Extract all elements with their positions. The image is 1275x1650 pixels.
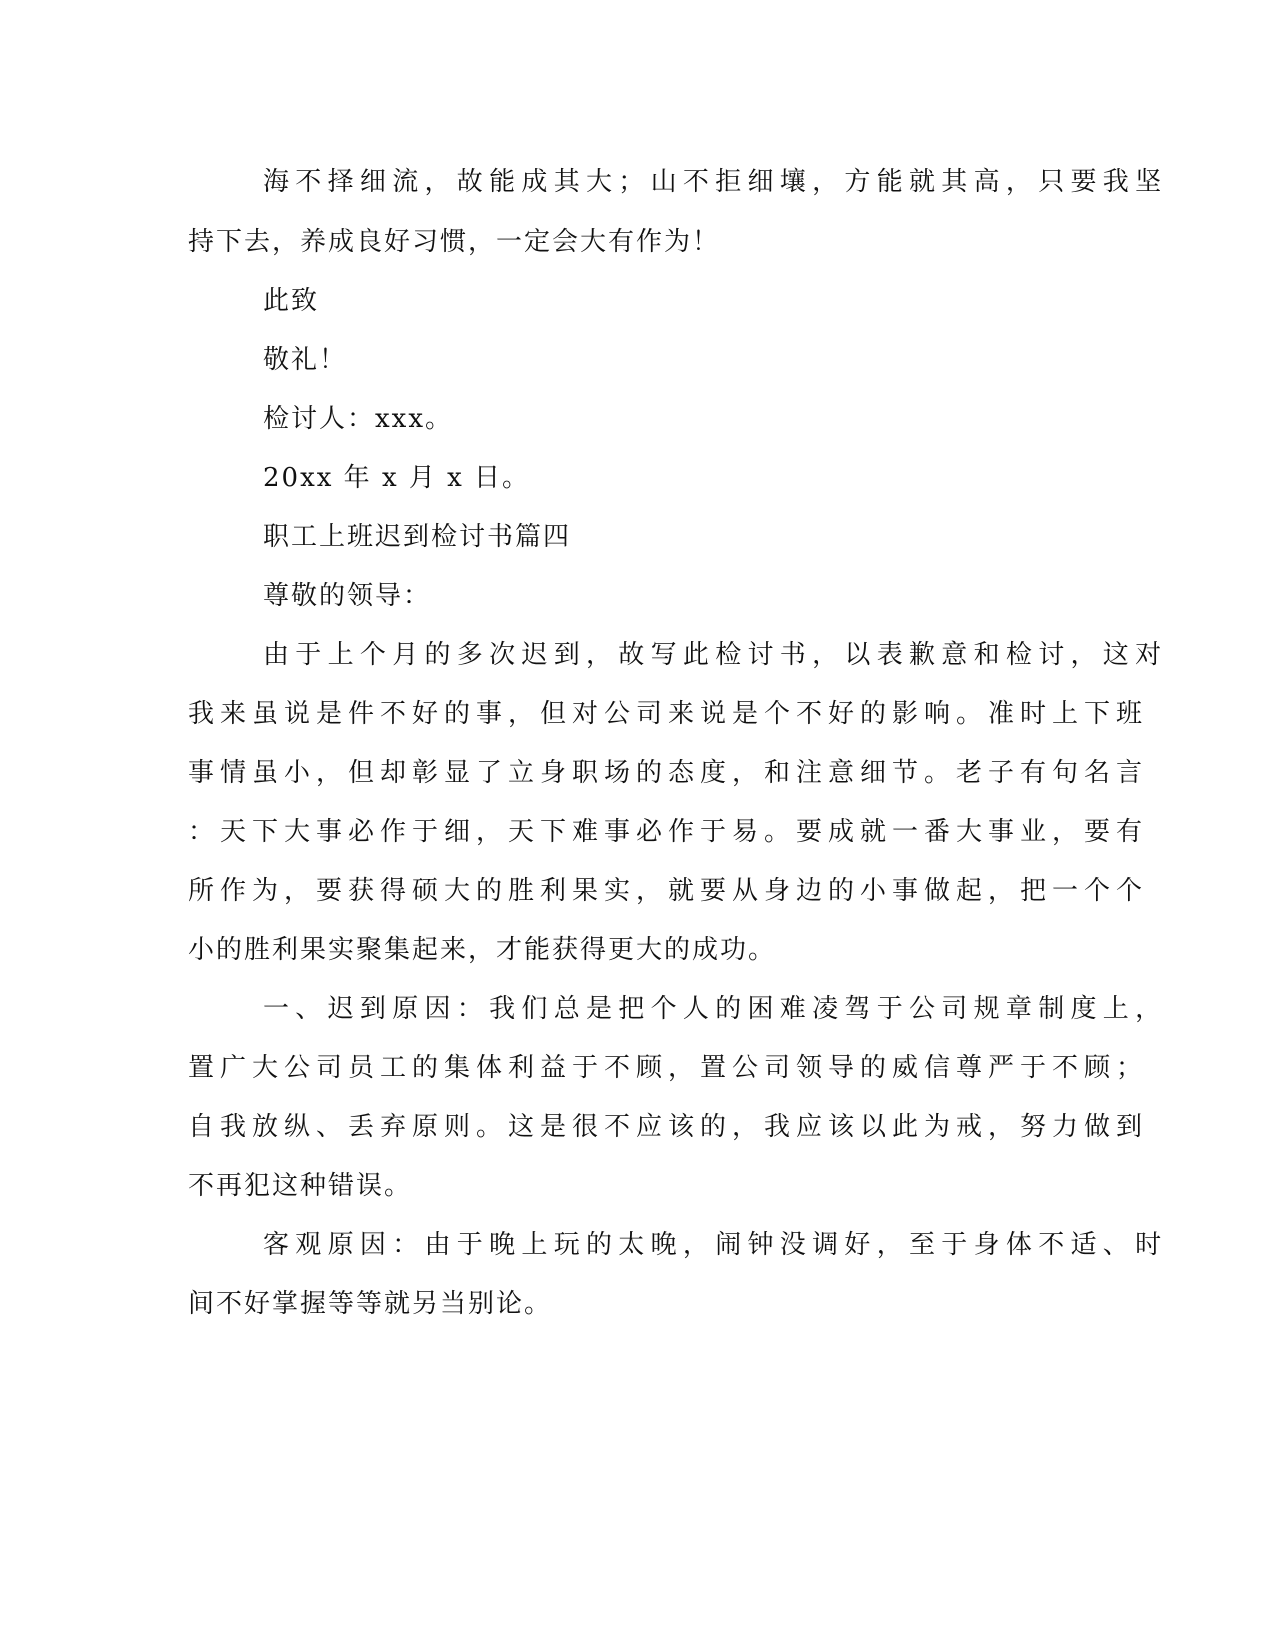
- closing-line: 此致: [263, 286, 320, 316]
- paragraph-line: 自我放纵、丢弃原则。这是很不应该的，我应该以此为戒，努力做到: [188, 1112, 1149, 1142]
- closing-line: 敬礼！: [263, 345, 348, 375]
- paragraph-line: 持下去，养成良好习惯，一定会大有作为！: [188, 227, 721, 257]
- paragraph-line: ：天下大事必作于细，天下难事必作于易。要成就一番大事业，要有: [188, 817, 1149, 847]
- signature-line: 检讨人：xxx。: [263, 404, 453, 434]
- paragraph-line: 不再犯这种错误。: [188, 1171, 413, 1201]
- salutation: 尊敬的领导：: [263, 581, 432, 611]
- date-line: 20xx 年 x 月 x 日。: [263, 463, 531, 493]
- section-title: 职工上班迟到检讨书篇四: [263, 522, 572, 552]
- paragraph-line: 客观原因：由于晚上玩的太晚，闹钟没调好，至于身体不适、时: [263, 1230, 1168, 1260]
- paragraph-line: 我来虽说是件不好的事，但对公司来说是个不好的影响。准时上下班: [188, 699, 1149, 729]
- paragraph-line: 小的胜利果实聚集起来，才能获得更大的成功。: [188, 935, 777, 965]
- paragraph-line: 间不好掌握等等就另当别论。: [188, 1289, 553, 1319]
- paragraph-line: 一、迟到原因：我们总是把个人的困难凌驾于公司规章制度上，: [263, 994, 1168, 1024]
- paragraph-line: 由于上个月的多次迟到，故写此检讨书，以表歉意和检讨，这对: [263, 640, 1168, 670]
- paragraph-line: 事情虽小，但却彰显了立身职场的态度，和注意细节。老子有句名言: [188, 758, 1149, 788]
- paragraph-line: 所作为，要获得硕大的胜利果实，就要从身边的小事做起，把一个个: [188, 876, 1149, 906]
- paragraph-line: 置广大公司员工的集体利益于不顾，置公司领导的威信尊严于不顾；: [188, 1053, 1149, 1083]
- paragraph-line: 海不择细流，故能成其大；山不拒细壤，方能就其高，只要我坚: [263, 167, 1168, 197]
